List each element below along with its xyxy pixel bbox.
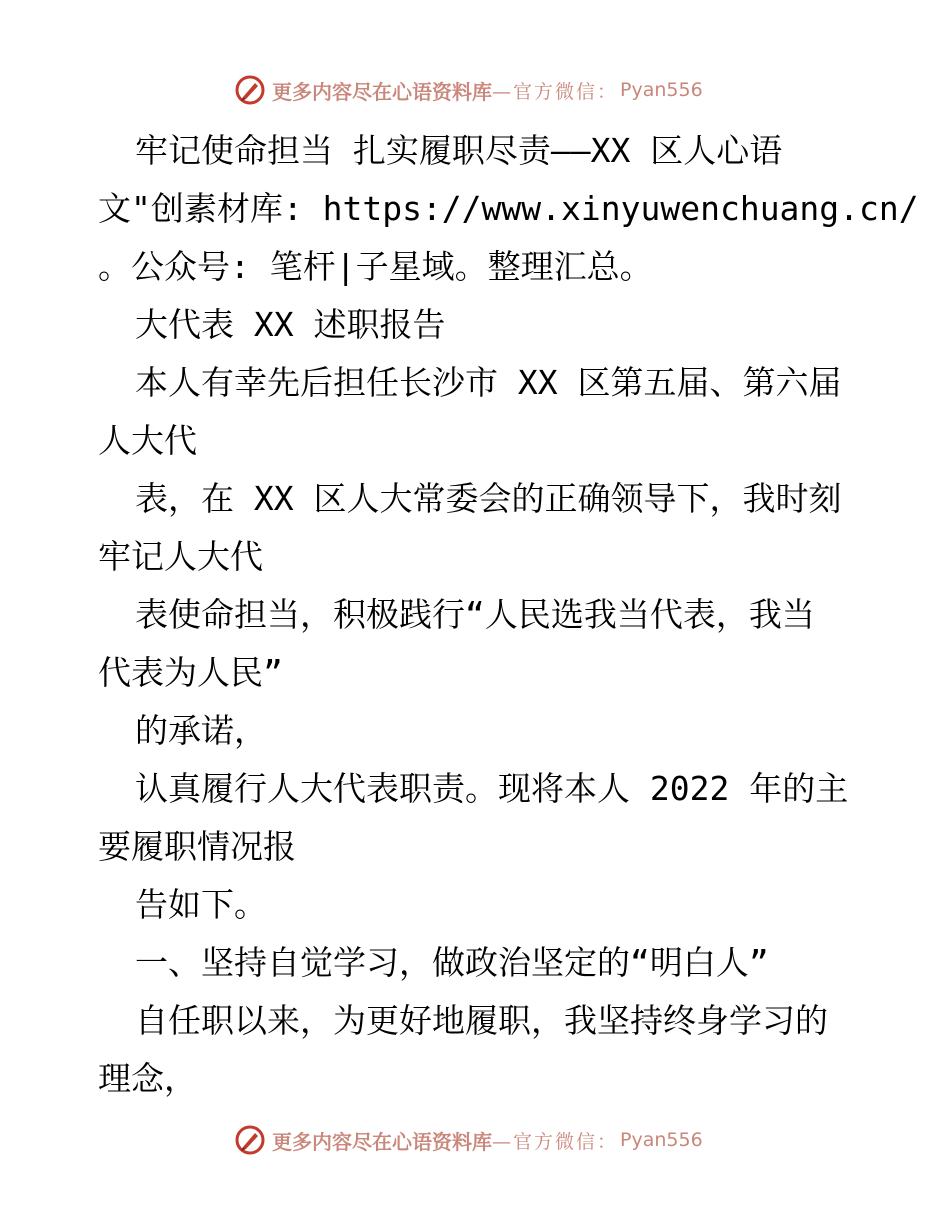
text-line: 。公众号: 笔杆|子星域。整理汇总。 <box>98 247 653 286</box>
pen-logo-icon <box>234 1124 266 1156</box>
text-line: 表使命担当，积极践行“人民选我当代表，我当 <box>135 595 815 634</box>
text-line: 本人有幸先后担任长沙市 XX 区第五届、第六届 <box>135 363 842 402</box>
text-line: 的承诺， <box>135 711 267 750</box>
document-body <box>98 122 919 1108</box>
header-watermark-banner <box>234 73 703 107</box>
text-line: 一、坚持自觉学习，做政治坚定的“明白人” <box>135 943 769 982</box>
text-line: 认真履行人大代表职责。现将本人 2022 年的主 <box>135 769 849 808</box>
text-line: 牢记使命担当 扎实履职尽责——XX 区人心语 <box>135 131 783 170</box>
banner-wechat-handle: Pyan556 <box>620 1129 703 1151</box>
banner-brand-text: 更多内容尽在心语资料库 <box>272 1129 492 1154</box>
text-line: 理念， <box>98 1059 197 1098</box>
banner-contact-label: —官方微信： <box>492 80 619 103</box>
text-line: 表，在 XX 区人大常委会的正确领导下，我时刻 <box>135 479 842 518</box>
pen-logo-icon <box>234 74 266 106</box>
banner-brand-text: 更多内容尽在心语资料库 <box>272 79 492 104</box>
footer-watermark-banner <box>234 1123 703 1157</box>
text-line: 代表为人民” <box>98 653 283 692</box>
text-line: 文"创素材库: https://www.xinyuwenchuang.cn/ <box>98 189 919 228</box>
text-line: 要履职情况报 <box>98 827 296 866</box>
text-line: 大代表 XX 述职报告 <box>135 305 446 344</box>
banner-contact-label: —官方微信： <box>492 1130 619 1153</box>
text-line: 牢记人大代 <box>98 537 263 576</box>
text-line: 自任职以来，为更好地履职，我坚持终身学习的 <box>135 1001 828 1040</box>
text-line: 人大代 <box>98 421 197 460</box>
banner-wechat-handle: Pyan556 <box>620 79 703 101</box>
text-line: 告如下。 <box>135 885 267 924</box>
